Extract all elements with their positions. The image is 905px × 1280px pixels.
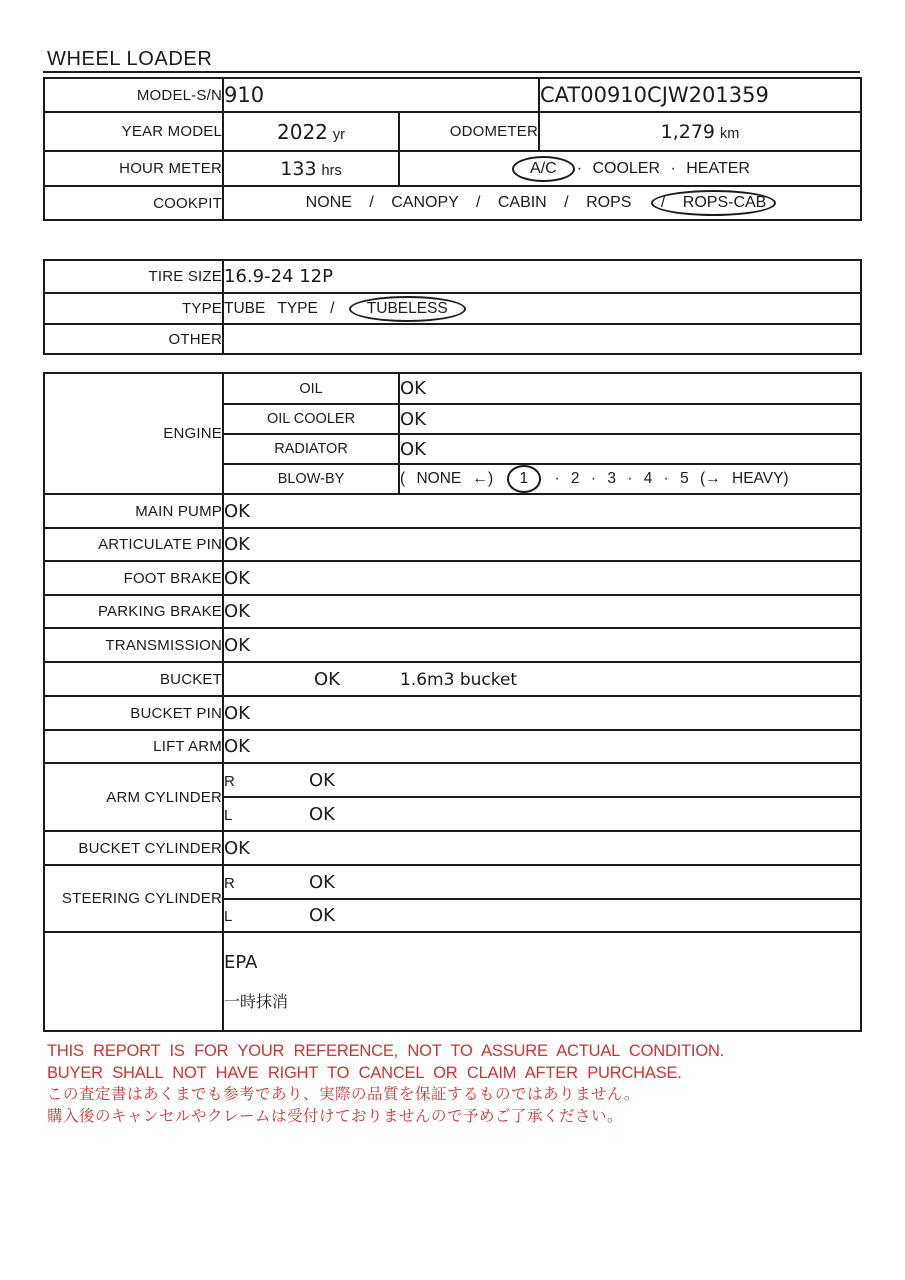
tire-other-label: OTHER [44, 324, 223, 354]
cockpit-label: COOKPIT [44, 186, 223, 220]
page-title: WHEEL LOADER [47, 48, 213, 70]
tire-size-value: 16.9-24 12P [223, 260, 861, 293]
odometer-value: 1,279 km [539, 112, 861, 151]
disclaimer-en-line2: BUYER SHALL NOT HAVE RIGHT TO CANCEL OR CLAIM AFTER PURCHASE. [47, 1063, 682, 1082]
engine-label: ENGINE [44, 373, 223, 494]
disclaimer-en-line1: THIS REPORT IS FOR YOUR REFERENCE, NOT TO ASSURE ACTUAL CONDITION. [47, 1042, 725, 1060]
main-pump-value: OK [223, 494, 861, 528]
tire-type-selected-circle: TUBELESS [349, 296, 466, 322]
model-sn-label: MODEL-S/N [44, 78, 223, 112]
blowby-scale-post: · 2 · 3 · 4 · 5 (→ HEAVY) [554, 470, 789, 487]
arm-cylinder-left [223, 797, 861, 831]
bucket-note: 1.6m3 bucket [400, 669, 518, 690]
steering-cylinder-label: STEERING CYLINDER [44, 865, 223, 932]
arm-cylinder-r-label: R [224, 772, 235, 790]
blowby-scale-pre: ( NONE ←) [400, 470, 494, 487]
engine-blowby-scale [399, 464, 861, 494]
bucket-cylinder-value: OK [223, 831, 861, 865]
foot-brake-value: OK [223, 561, 861, 595]
disclaimer-jp-line1: この査定書はあくまでも参考であり、実際の品質を保証するものではありません。 [47, 1086, 640, 1103]
inspection-table [43, 372, 862, 1032]
tire-size-label: TIRE SIZE [44, 260, 223, 293]
engine-radiator-label: RADIATOR [223, 434, 399, 464]
bucket-label: BUCKET [44, 662, 223, 696]
tire-other-value [223, 324, 861, 354]
articulate-pin-value: OK [223, 528, 861, 561]
tire-type-label: TYPE [44, 293, 223, 324]
disclaimer-block [47, 1041, 724, 1127]
steering-cylinder-r-label: R [224, 874, 235, 892]
cockpit-options-pre: NONE / CANOPY / CABIN / ROPS [305, 194, 632, 211]
arm-cylinder-r-value: OK [309, 769, 335, 791]
steering-cylinder-left [223, 899, 861, 932]
year-model-label: YEAR MODEL [44, 112, 223, 151]
engine-oil-value: OK [399, 373, 861, 404]
aircon-options [399, 151, 861, 186]
aircon-selected-circle: A/C [512, 156, 575, 182]
bucket-value: OK [314, 668, 340, 690]
bucket-cylinder-label: BUCKET CYLINDER [44, 831, 223, 865]
cockpit-options [223, 186, 861, 220]
arm-cylinder-right [223, 763, 861, 797]
year-model-value: 2022 yr [223, 112, 399, 151]
steering-cylinder-right [223, 865, 861, 899]
foot-brake-label: FOOT BRAKE [44, 561, 223, 595]
parking-brake-label: PARKING BRAKE [44, 595, 223, 628]
steering-cylinder-l-value: OK [309, 905, 335, 926]
remarks-line-deregistration: 一時抹消 [224, 991, 289, 1011]
hour-meter-value: 133 hrs [223, 151, 399, 186]
engine-oil-cooler-label: OIL COOLER [223, 404, 399, 434]
articulate-pin-label: ARTICULATE PIN [44, 528, 223, 561]
transmission-label: TRANSMISSION [44, 628, 223, 662]
transmission-value: OK [223, 628, 861, 662]
steering-cylinder-l-label: L [224, 908, 233, 925]
tire-type-options [223, 293, 861, 324]
hour-meter-label: HOUR METER [44, 151, 223, 186]
steering-cylinder-r-value: OK [309, 871, 335, 893]
remarks-label-empty [44, 932, 223, 1031]
header-spec-table [43, 77, 862, 221]
bucket-pin-label: BUCKET PIN [44, 696, 223, 730]
engine-radiator-value: OK [399, 434, 861, 464]
tire-table [43, 259, 862, 355]
title-underline [43, 71, 860, 73]
remarks-line-epa: EPA [224, 951, 258, 973]
remarks-cell [223, 932, 861, 1031]
engine-oil-cooler-value: OK [399, 404, 861, 434]
disclaimer-jp-line2: 購入後のキャンセルやクレームは受付けておりませんので予めご了承ください。 [47, 1107, 624, 1125]
odometer-label: ODOMETER [399, 112, 539, 151]
model-sn-value: 910 [223, 78, 539, 112]
arm-cylinder-l-value: OK [309, 803, 335, 825]
blowby-selected-circle: 1 [507, 465, 542, 493]
bucket-value-cell [223, 662, 861, 696]
tire-type-options-pre: TUBE TYPE / [224, 299, 335, 317]
parking-brake-value: OK [223, 595, 861, 628]
bucket-pin-value: OK [223, 696, 861, 730]
lift-arm-value: OK [223, 730, 861, 763]
arm-cylinder-l-label: L [224, 806, 233, 824]
engine-oil-label: OIL [223, 373, 399, 404]
cockpit-selected-circle: / ROPS-CAB [651, 190, 776, 216]
main-pump-label: MAIN PUMP [44, 494, 223, 528]
serial-number-value: CAT00910CJW201359 [539, 78, 861, 112]
lift-arm-label: LIFT ARM [44, 730, 223, 763]
aircon-rest-options: · COOLER · HEATER [576, 159, 750, 177]
arm-cylinder-label: ARM CYLINDER [44, 763, 223, 831]
engine-blowby-label: BLOW-BY [223, 464, 399, 494]
